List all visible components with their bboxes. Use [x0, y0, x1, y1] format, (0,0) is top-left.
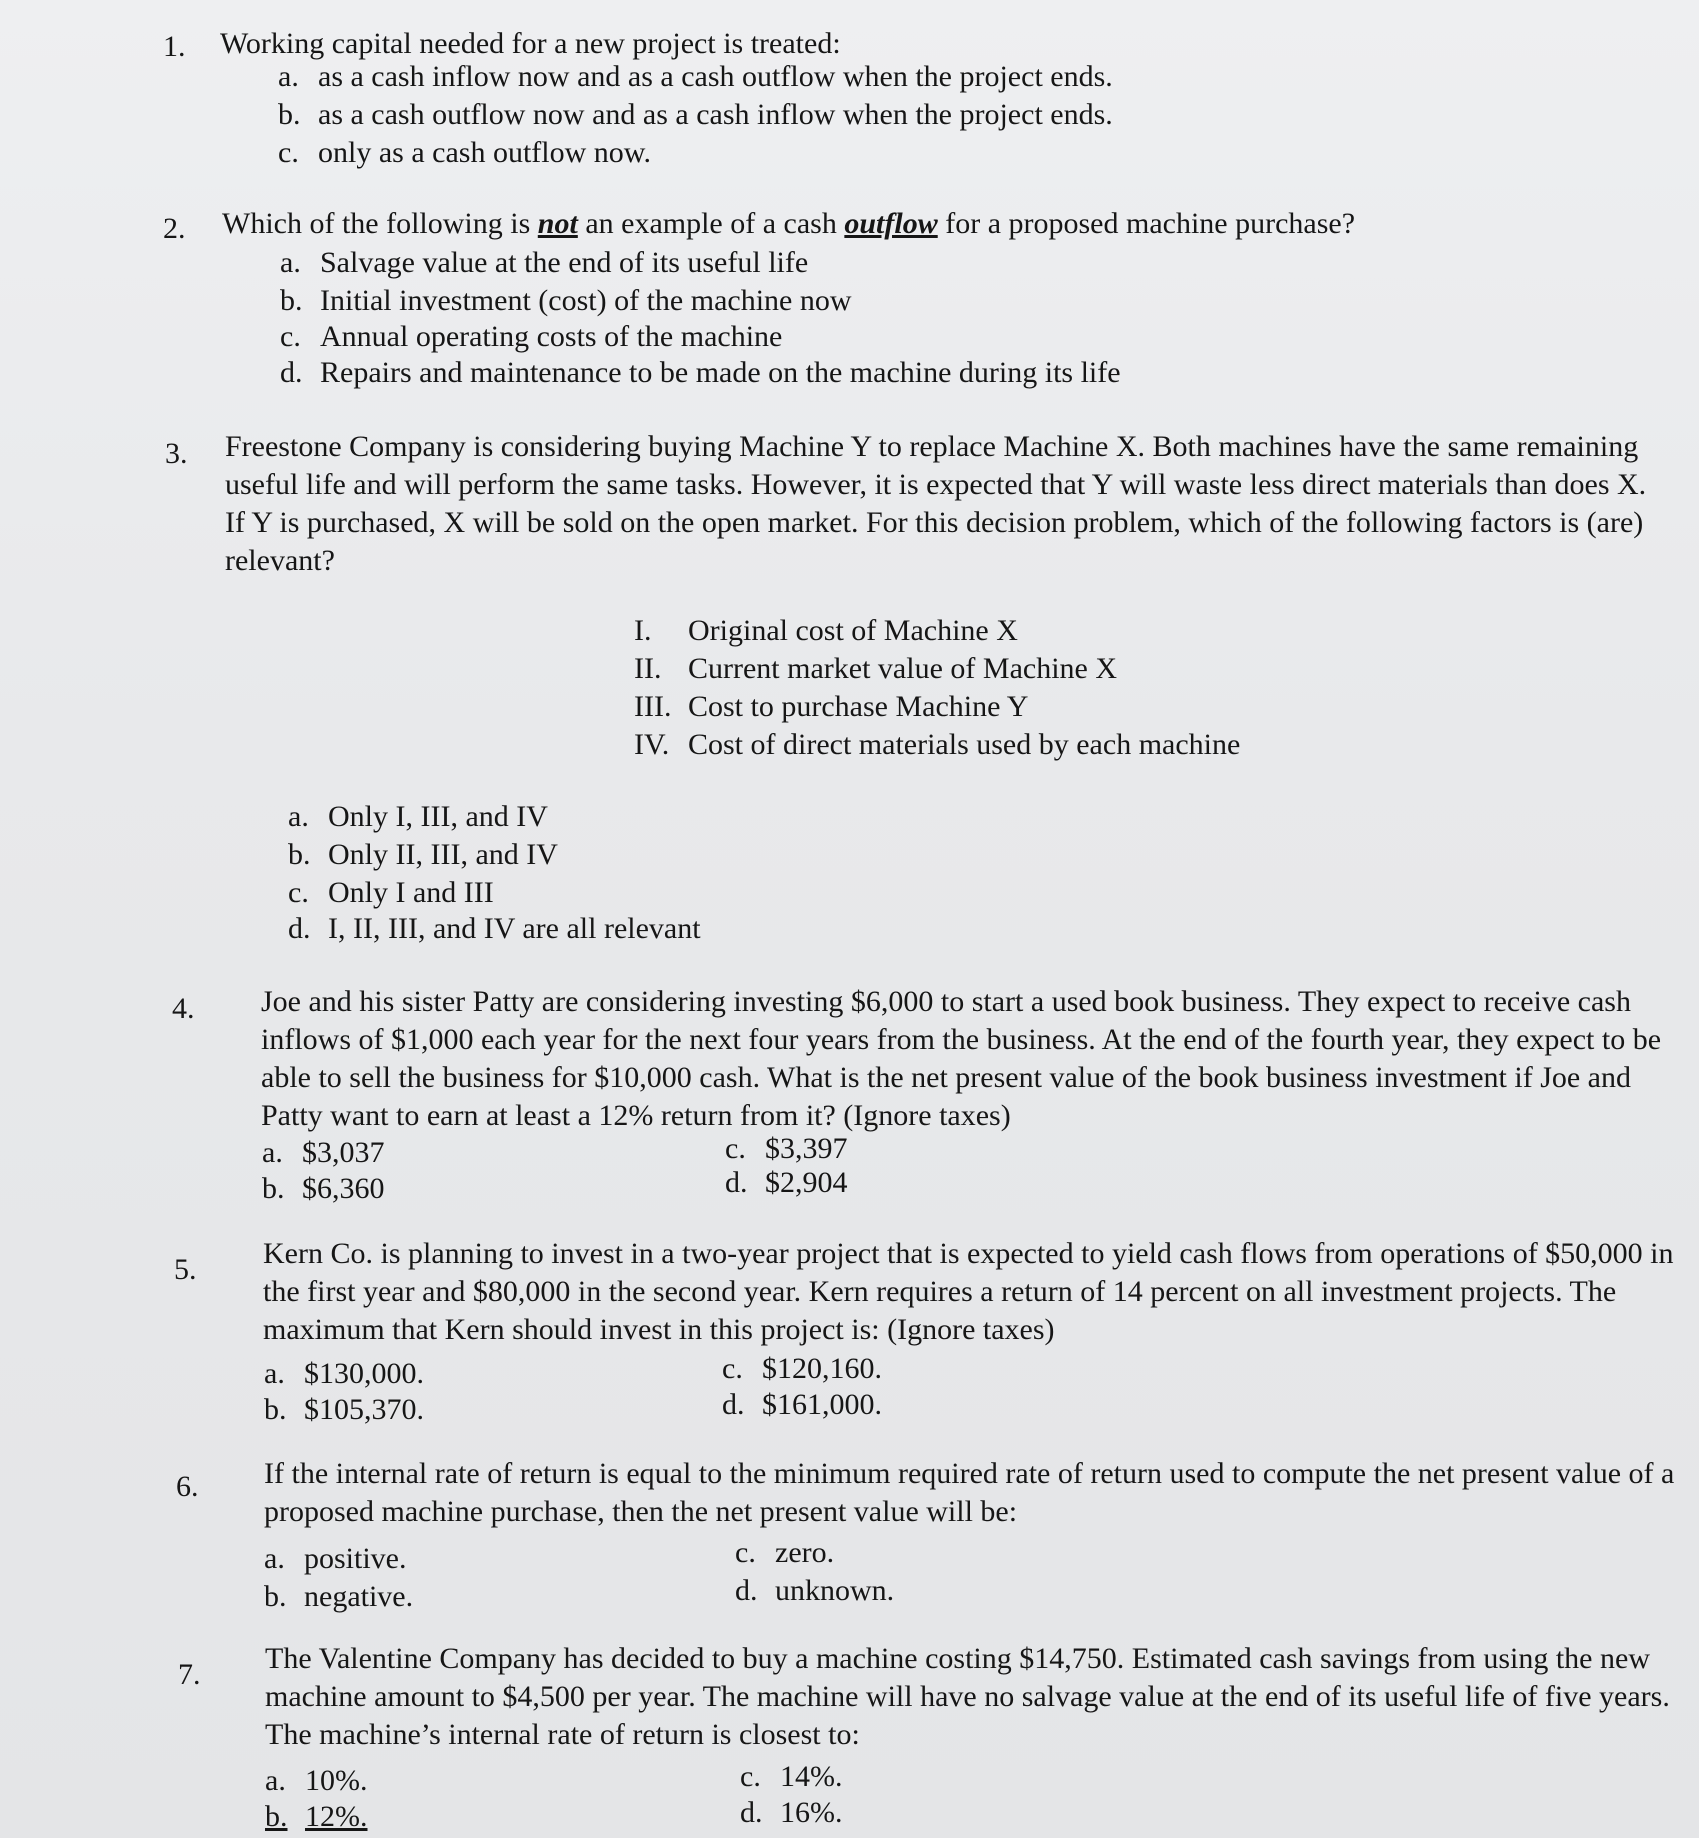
question-stem: Freestone Company is considering buying Machine Y to replace Machine X. Both machines have the same remaining useful life and will perform the same tasks. However, it is expected that Y will waste less direct materials than does X. If Y is purchased, X will be sold on the open market. For this decision problem, which of the following factors is (are) relevant? — [225, 430, 1647, 577]
question-number: 5. — [174, 1253, 197, 1286]
option-b: b. as a cash outflow now and as a cash inflow when the project ends. — [278, 98, 1113, 131]
option-c: c. zero. — [735, 1536, 835, 1569]
question-stem: If the internal rate of return is equal to the minimum required rate of return used to compute the net present value of a proposed machine purchase, then the net present value will be: — [264, 1457, 1675, 1528]
option-c: c. only as a cash outflow now. — [278, 136, 651, 169]
question-number: 7. — [178, 1658, 201, 1691]
factor-iii: III. Cost to purchase Machine Y — [634, 690, 1029, 723]
emphasis-not: not — [537, 207, 578, 240]
option-a: a. Only I, III, and IV — [288, 800, 548, 833]
factor-i: I. Original cost of Machine X — [634, 614, 1018, 647]
option-d: d. $161,000. — [722, 1388, 882, 1421]
question-stem: The Valentine Company has decided to buy a machine costing $14,750. Estimated cash savings from using the new machine amount to $4,500 per year. The machine will have no salvage value at the end of its useful life of five years. The machine’s internal rate of return is closest to: — [265, 1642, 1670, 1751]
question-stem: Joe and his sister Patty are considering investing $6,000 to start a used book business. They expect to receive cash inflows of $1,000 each year for the next four years from the business. At the end of the fourth year, they expect to be able to sell the business for $10,000 cash. What is the net present value of the book business investment if Joe and Patty want to earn at least a 12% return from it? (Ignore taxes) — [261, 985, 1662, 1132]
option-c: c. 14%. — [740, 1760, 843, 1793]
option-a: a. Salvage value at the end of its useful life — [280, 246, 809, 279]
factor-ii: II. Current market value of Machine X — [634, 652, 1118, 685]
question-stem: Which of the following is not an example of a cash outflow for a proposed machine purchase? — [222, 207, 1356, 240]
option-a: a. $3,037 — [262, 1136, 385, 1169]
question-number: 3. — [165, 437, 188, 470]
question-number: 2. — [163, 212, 186, 245]
option-d: d. $2,904 — [725, 1166, 848, 1199]
question-number: 6. — [176, 1470, 199, 1503]
option-d: d. I, II, III, and IV are all relevant — [288, 912, 701, 945]
option-a: a. positive. — [264, 1542, 407, 1575]
factor-iv: IV. Cost of direct materials used by each machine — [634, 728, 1241, 761]
option-a: a. 10%. — [265, 1764, 368, 1797]
question-number: 1. — [163, 30, 186, 63]
option-b: b. $6,360 — [262, 1172, 385, 1205]
option-b: b. negative. — [264, 1580, 414, 1613]
option-a: a. $130,000. — [264, 1357, 424, 1390]
option-c: c. $120,160. — [722, 1352, 882, 1385]
option-c: c. $3,397 — [725, 1132, 848, 1165]
option-b: b. Initial investment (cost) of the machine now — [280, 284, 852, 317]
option-b: b. $105,370. — [264, 1393, 424, 1426]
option-a: a. as a cash inflow now and as a cash outflow when the project ends. — [278, 60, 1113, 93]
question-stem: Working capital needed for a new project is treated: — [220, 27, 841, 60]
option-d: d. 16%. — [740, 1796, 843, 1829]
question-number: 4. — [172, 992, 195, 1025]
question-stem: Kern Co. is planning to invest in a two-year project that is expected to yield cash flows from operations of $50,000 in the first year and $80,000 in the second year. Kern requires a return of 14 percent on all investment projects. The maximum that Kern should invest in this project is: (Ignore taxes) — [263, 1237, 1674, 1346]
option-b: b. Only II, III, and IV — [288, 838, 558, 871]
option-c: c. Annual operating costs of the machine — [280, 320, 783, 353]
option-c: c. Only I and III — [288, 876, 494, 909]
emphasis-outflow: outflow — [844, 207, 938, 240]
option-d: d. Repairs and maintenance to be made on the machine during its life — [280, 356, 1121, 389]
option-d: d. unknown. — [735, 1574, 895, 1607]
option-b: b. 12%. — [265, 1800, 368, 1833]
